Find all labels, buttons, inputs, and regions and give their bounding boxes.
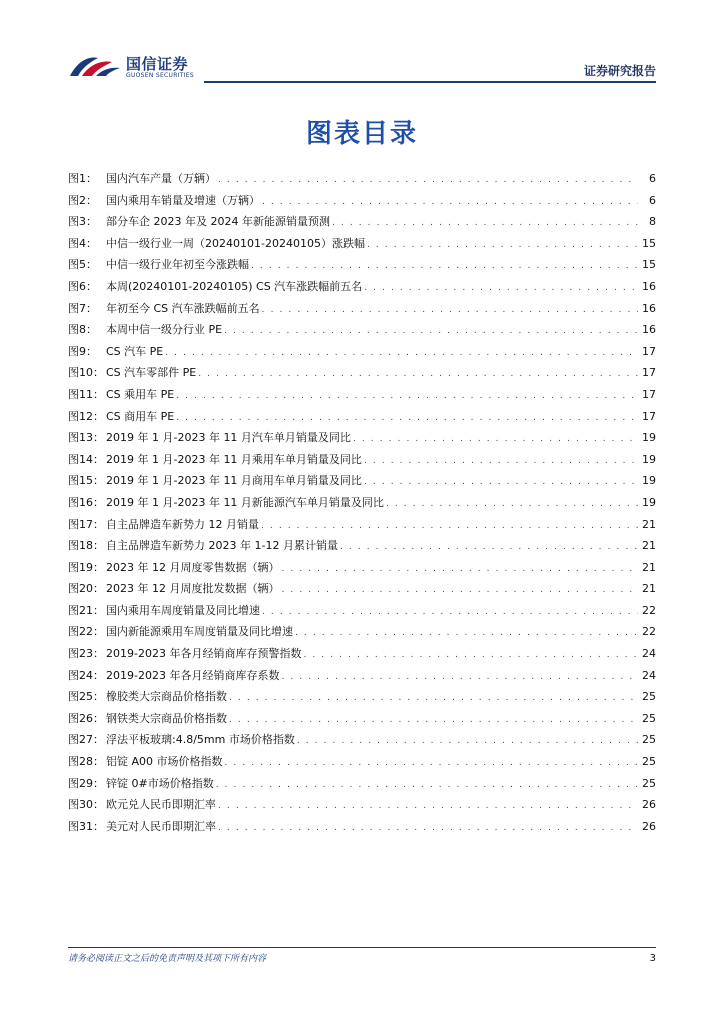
toc-entry[interactable] bbox=[68, 211, 656, 233]
toc-entry-page: 25 bbox=[642, 755, 656, 769]
toc-dot-leader bbox=[165, 343, 638, 365]
toc-entry-label: 橡胶类大宗商品价格指数 bbox=[106, 690, 227, 704]
toc-entry-page: 19 bbox=[642, 452, 656, 466]
report-type-label: 证券研究报告 bbox=[583, 64, 656, 78]
toc-entry-number: 图3： bbox=[68, 215, 97, 229]
toc-entry-label: 国内乘用车周度销量及同比增速 bbox=[106, 603, 260, 617]
toc-entry[interactable] bbox=[68, 708, 656, 730]
toc-dot-leader bbox=[353, 429, 638, 451]
toc-entry-page: 21 bbox=[642, 517, 656, 531]
toc-entry-page: 24 bbox=[642, 668, 656, 682]
toc-entry[interactable] bbox=[68, 319, 656, 341]
figure-toc-list bbox=[68, 168, 656, 837]
toc-dot-leader bbox=[364, 278, 638, 300]
toc-entry-page: 15 bbox=[642, 258, 656, 272]
toc-dot-leader bbox=[225, 753, 638, 775]
toc-entry[interactable] bbox=[68, 578, 656, 600]
toc-entry[interactable] bbox=[68, 470, 656, 492]
toc-entry[interactable] bbox=[68, 254, 656, 276]
toc-entry-label: 2019 年 1 月-2023 年 11 月新能源汽车单月销量及同比 bbox=[106, 495, 384, 509]
toc-entry-page: 21 bbox=[642, 539, 656, 553]
toc-dot-leader bbox=[224, 321, 638, 343]
toc-entry[interactable] bbox=[68, 600, 656, 622]
toc-entry-label: 2023 年 12 月周度批发数据（辆） bbox=[106, 582, 280, 596]
toc-entry[interactable] bbox=[68, 557, 656, 579]
toc-entry[interactable] bbox=[68, 233, 656, 255]
toc-entry-label: 铝锭 A00 市场价格指数 bbox=[106, 755, 223, 769]
toc-entry[interactable] bbox=[68, 168, 656, 190]
toc-entry-number: 图17： bbox=[68, 517, 104, 531]
toc-entry[interactable] bbox=[68, 276, 656, 298]
toc-entry-label: CS 商用车 PE bbox=[106, 409, 175, 423]
toc-entry[interactable] bbox=[68, 621, 656, 643]
toc-entry-label: CS 汽车零部件 PE bbox=[106, 366, 197, 380]
toc-entry-page: 17 bbox=[642, 344, 656, 358]
guosen-logo-icon bbox=[68, 54, 122, 80]
toc-entry-page: 6 bbox=[649, 193, 656, 207]
toc-dot-leader bbox=[281, 559, 638, 581]
toc-entry[interactable] bbox=[68, 406, 656, 428]
toc-dot-leader bbox=[176, 386, 638, 408]
toc-entry-label: 本周(20240101-20240105) CS 汽车涨跌幅前五名 bbox=[106, 279, 363, 293]
toc-entry-number: 图16： bbox=[68, 495, 104, 509]
header-divider bbox=[204, 81, 656, 83]
toc-entry-number: 图28： bbox=[68, 755, 104, 769]
toc-entry-number: 图14： bbox=[68, 452, 104, 466]
toc-dot-leader bbox=[229, 688, 638, 710]
toc-dot-leader bbox=[303, 645, 638, 667]
toc-entry-page: 8 bbox=[649, 215, 656, 229]
toc-dot-leader bbox=[218, 796, 638, 818]
toc-entry-page: 6 bbox=[649, 172, 656, 185]
toc-dot-leader bbox=[262, 192, 638, 214]
toc-entry-label: 2019 年 1 月-2023 年 11 月乘用车单月销量及同比 bbox=[106, 452, 362, 466]
toc-entry-label: 中信一级行业年初至今涨跌幅 bbox=[106, 258, 249, 272]
toc-entry-label: 自主品牌造车新势力 12 月销量 bbox=[106, 517, 259, 531]
toc-entry[interactable] bbox=[68, 514, 656, 536]
toc-entry-label: 年初至今 CS 汽车涨跌幅前五名 bbox=[106, 301, 260, 315]
toc-entry-page: 21 bbox=[642, 560, 656, 574]
toc-dot-leader bbox=[340, 537, 638, 559]
toc-entry-label: 欧元兑人民币即期汇率 bbox=[106, 798, 216, 812]
toc-entry-page: 19 bbox=[642, 474, 656, 488]
toc-entry-number: 图27： bbox=[68, 733, 104, 747]
toc-entry-page: 17 bbox=[642, 387, 656, 401]
toc-entry[interactable] bbox=[68, 535, 656, 557]
toc-entry-page: 25 bbox=[642, 690, 656, 704]
toc-entry[interactable] bbox=[68, 298, 656, 320]
toc-dot-leader bbox=[364, 472, 638, 494]
toc-entry-number: 图1： bbox=[68, 172, 97, 185]
toc-entry[interactable] bbox=[68, 341, 656, 363]
toc-entry-number: 图23： bbox=[68, 647, 104, 661]
toc-dot-leader bbox=[295, 623, 638, 645]
toc-entry-page: 16 bbox=[642, 323, 656, 337]
toc-entry-page: 24 bbox=[642, 647, 656, 661]
toc-entry-label: 国内汽车产量（万辆） bbox=[106, 172, 216, 185]
toc-dot-leader bbox=[281, 580, 638, 602]
toc-entry-label: 国内乘用车销量及增速（万辆） bbox=[106, 193, 260, 207]
toc-dot-leader bbox=[218, 818, 638, 840]
toc-entry-number: 图19： bbox=[68, 560, 104, 574]
toc-entry[interactable] bbox=[68, 384, 656, 406]
toc-entry-page: 15 bbox=[642, 236, 656, 250]
toc-entry-label: 2023 年 12 月周度零售数据（辆） bbox=[106, 560, 280, 574]
toc-entry-label: 2019 年 1 月-2023 年 11 月汽车单月销量及同比 bbox=[106, 431, 351, 445]
toc-dot-leader bbox=[261, 516, 638, 538]
page-header bbox=[68, 52, 656, 84]
toc-entry-number: 图18： bbox=[68, 539, 104, 553]
toc-entry[interactable] bbox=[68, 665, 656, 687]
toc-entry-number: 图15： bbox=[68, 474, 104, 488]
toc-entry-label: 锌锭 0#市场价格指数 bbox=[106, 776, 214, 790]
toc-entry-label: 2019 年 1 月-2023 年 11 月商用车单月销量及同比 bbox=[106, 474, 362, 488]
toc-entry-number: 图11： bbox=[68, 387, 104, 401]
toc-entry-page: 25 bbox=[642, 711, 656, 725]
toc-entry[interactable] bbox=[68, 729, 656, 751]
toc-dot-leader bbox=[386, 494, 638, 516]
toc-entry[interactable] bbox=[68, 794, 656, 816]
toc-dot-leader bbox=[198, 364, 638, 386]
toc-entry-label: 国内新能源乘用车周度销量及同比增速 bbox=[106, 625, 293, 639]
toc-entry-number: 图20： bbox=[68, 582, 104, 596]
toc-entry-page: 26 bbox=[642, 798, 656, 812]
toc-entry-label: 浮法平板玻璃:4.8/5mm 市场价格指数 bbox=[106, 733, 295, 747]
toc-entry-page: 22 bbox=[642, 603, 656, 617]
toc-entry[interactable] bbox=[68, 773, 656, 795]
toc-entry-number: 图26： bbox=[68, 711, 104, 725]
toc-entry-number: 图13： bbox=[68, 431, 104, 445]
toc-entry-number: 图6： bbox=[68, 279, 97, 293]
page-title: 图表目录 bbox=[305, 119, 418, 149]
toc-dot-leader bbox=[251, 256, 638, 278]
toc-dot-leader bbox=[332, 213, 638, 235]
toc-entry-page: 17 bbox=[642, 409, 656, 423]
toc-entry-number: 图25： bbox=[68, 690, 104, 704]
toc-entry[interactable] bbox=[68, 751, 656, 773]
footer-disclaimer: 请务必阅读正文之后的免责声明及其项下所有内容 bbox=[68, 954, 267, 964]
toc-dot-leader bbox=[262, 602, 638, 624]
page-number: 3 bbox=[649, 953, 656, 964]
toc-entry-number: 图29： bbox=[68, 776, 104, 790]
toc-entry[interactable] bbox=[68, 492, 656, 514]
toc-entry-page: 16 bbox=[642, 279, 656, 293]
toc-entry-number: 图31： bbox=[68, 819, 104, 833]
toc-entry-label: 2019-2023 年各月经销商库存系数 bbox=[106, 668, 280, 682]
toc-entry[interactable] bbox=[68, 190, 656, 212]
toc-entry-page: 26 bbox=[642, 819, 656, 833]
logo-text-en: GUOSEN SECURITIES bbox=[126, 72, 195, 79]
toc-entry-number: 图9： bbox=[68, 344, 97, 358]
toc-dot-leader bbox=[281, 667, 638, 689]
toc-entry[interactable] bbox=[68, 686, 656, 708]
footer-divider bbox=[68, 947, 656, 948]
toc-entry-page: 21 bbox=[642, 582, 656, 596]
toc-entry-label: 部分车企 2023 年及 2024 年新能源销量预测 bbox=[106, 215, 330, 229]
toc-entry-number: 图10： bbox=[68, 366, 104, 380]
toc-entry[interactable] bbox=[68, 449, 656, 471]
toc-entry[interactable] bbox=[68, 427, 656, 449]
toc-entry[interactable] bbox=[68, 643, 656, 665]
toc-entry-label: 自主品牌造车新势力 2023 年 1-12 月累计销量 bbox=[106, 539, 338, 553]
toc-entry[interactable] bbox=[68, 362, 656, 384]
toc-dot-leader bbox=[262, 300, 638, 322]
toc-entry-page: 17 bbox=[642, 366, 656, 380]
toc-entry-number: 图2： bbox=[68, 193, 97, 207]
toc-entry-number: 图5： bbox=[68, 258, 97, 272]
guosen-logo bbox=[68, 52, 208, 82]
toc-entry-page: 22 bbox=[642, 625, 656, 639]
toc-entry-label: 美元对人民币即期汇率 bbox=[106, 819, 216, 833]
toc-dot-leader bbox=[218, 170, 638, 192]
toc-entry-number: 图8： bbox=[68, 323, 97, 337]
toc-entry-number: 图4： bbox=[68, 236, 97, 250]
toc-entry-number: 图7： bbox=[68, 301, 97, 315]
toc-entry-number: 图30： bbox=[68, 798, 104, 812]
toc-entry-number: 图22： bbox=[68, 625, 104, 639]
toc-entry-number: 图12： bbox=[68, 409, 104, 423]
toc-entry-number: 图21： bbox=[68, 603, 104, 617]
toc-entry-page: 19 bbox=[642, 495, 656, 509]
toc-dot-leader bbox=[364, 451, 638, 473]
logo-text-cn: 国信证券 bbox=[126, 55, 189, 73]
toc-entry-label: 2019-2023 年各月经销商库存预警指数 bbox=[106, 647, 302, 661]
toc-dot-leader bbox=[367, 235, 638, 257]
toc-entry-page: 16 bbox=[642, 301, 656, 315]
toc-entry-label: 钢铁类大宗商品价格指数 bbox=[106, 711, 227, 725]
toc-entry-label: CS 汽车 PE bbox=[106, 344, 164, 358]
toc-dot-leader bbox=[297, 731, 638, 753]
toc-dot-leader bbox=[229, 710, 638, 732]
toc-entry[interactable] bbox=[68, 816, 656, 838]
toc-entry-page: 25 bbox=[642, 776, 656, 790]
toc-dot-leader bbox=[216, 775, 638, 797]
toc-entry-label: CS 乘用车 PE bbox=[106, 387, 175, 401]
toc-entry-label: 中信一级行业一周（20240101-20240105）涨跌幅 bbox=[106, 236, 365, 250]
toc-entry-number: 图24： bbox=[68, 668, 104, 682]
toc-entry-label: 本周中信一级分行业 PE bbox=[106, 323, 223, 337]
toc-dot-leader bbox=[176, 408, 638, 430]
toc-entry-page: 25 bbox=[642, 733, 656, 747]
toc-entry-page: 19 bbox=[642, 431, 656, 445]
